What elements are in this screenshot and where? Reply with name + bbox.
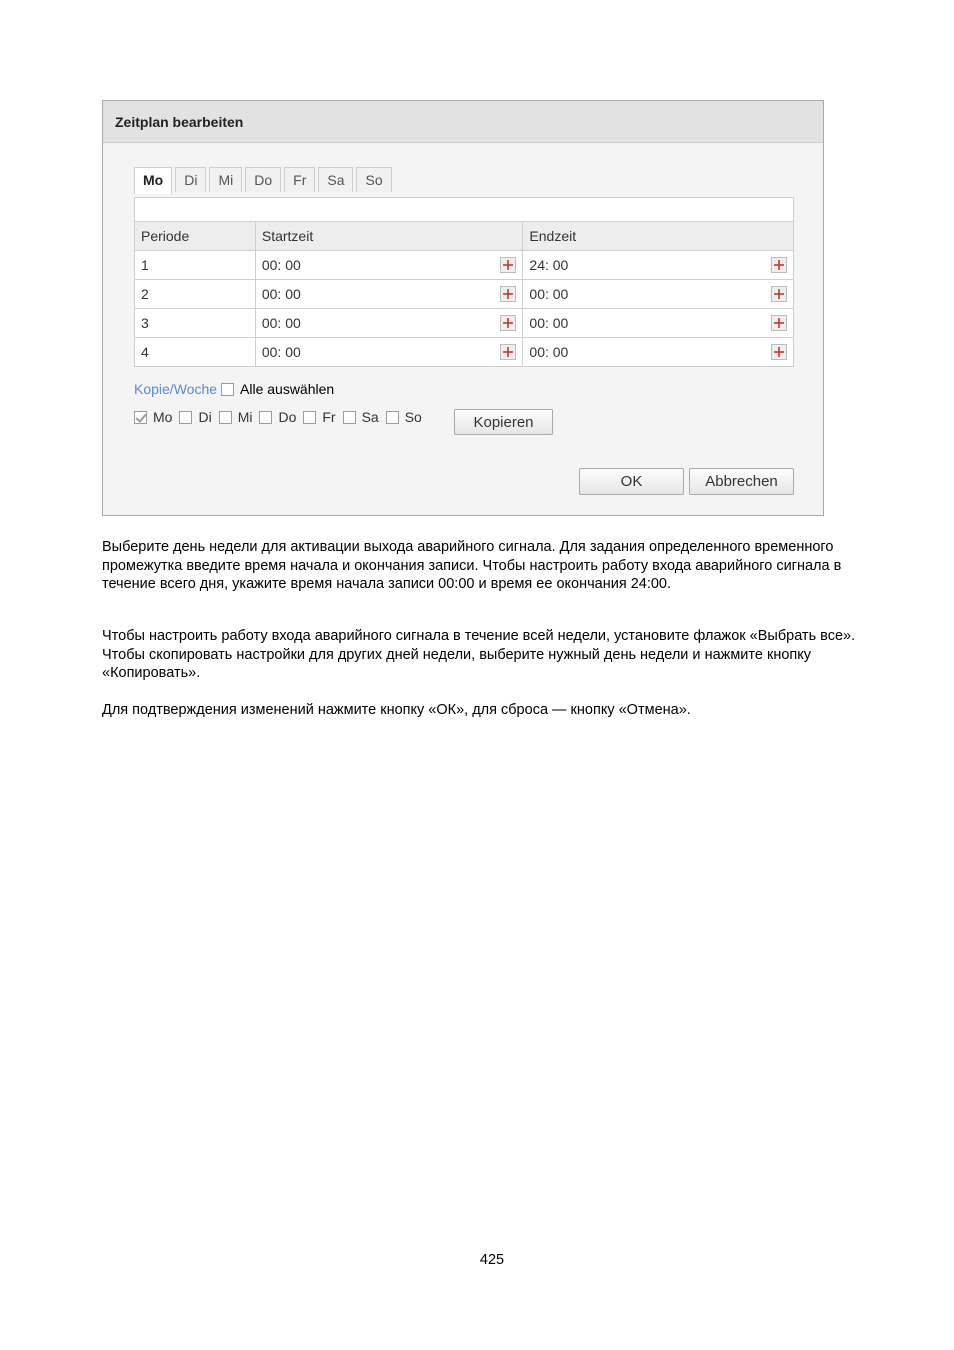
period-cell: 2 (135, 280, 256, 309)
copy-day-mo[interactable] (134, 409, 172, 425)
day-checkbox[interactable] (386, 411, 399, 424)
copy-button[interactable]: Kopieren (454, 409, 553, 435)
tab-panel-strip (134, 197, 794, 222)
copy-week-row (134, 381, 334, 397)
day-label: Fr (322, 409, 336, 425)
tab-mi[interactable]: Mi (209, 167, 242, 192)
tab-do[interactable]: Do (245, 167, 281, 192)
start-time-value[interactable]: 00: 00 (261, 286, 301, 302)
day-label: Mo (153, 409, 173, 425)
period-cell: 3 (135, 309, 256, 338)
copy-week-link[interactable]: Kopie/Woche (134, 381, 218, 397)
end-time-value[interactable]: 00: 00 (529, 286, 569, 302)
start-time-cell[interactable] (255, 309, 523, 338)
tab-mo[interactable]: Mo (134, 167, 172, 194)
end-time-cell[interactable] (523, 280, 794, 309)
end-time-value[interactable]: 24: 00 (529, 257, 569, 273)
clock-icon[interactable] (500, 257, 516, 273)
end-time-value[interactable]: 00: 00 (529, 315, 569, 331)
dialog-header (103, 101, 823, 143)
end-time-cell[interactable] (523, 251, 794, 280)
copy-day-fr[interactable] (303, 409, 335, 425)
paragraph-2: Чтобы настроить работу входа аварийного сигнала в течение всей недели, установите флажок «Выбрать все». Чтобы скопировать настройки для других дней недели, выберите нужный день недели и нажмите кнопку «Копировать». (102, 628, 856, 681)
day-tabs (134, 167, 395, 193)
copy-day-sa[interactable] (343, 409, 379, 425)
paragraph-1: Выберите день недели для активации выхода аварийного сигнала. Для задания определенного временного промежутка введите время начала и окончания записи. Чтобы настроить работу входа аварийного сигнала в течение всего дня, укажите время начала записи 00:00 и время ее окончания 24:00. (102, 539, 842, 592)
day-checkbox[interactable] (259, 411, 272, 424)
day-label: Mi (237, 409, 253, 425)
paragraph-3: Для подтверждения изменений нажмите кнопку «ОК», для сброса — кнопку «Отмена». (102, 702, 691, 718)
day-checkbox[interactable] (343, 411, 356, 424)
end-time-value[interactable]: 00: 00 (529, 344, 569, 360)
day-checkbox[interactable] (134, 411, 147, 424)
table-header-row (135, 222, 794, 251)
day-checkbox[interactable] (179, 411, 192, 424)
copy-day-so[interactable] (386, 409, 422, 425)
day-checkbox[interactable] (303, 411, 316, 424)
clock-icon[interactable] (771, 257, 787, 273)
copy-day-do[interactable] (259, 409, 296, 425)
period-cell: 4 (135, 338, 256, 367)
day-label: Do (278, 409, 297, 425)
end-time-cell[interactable] (523, 309, 794, 338)
tab-fr[interactable]: Fr (284, 167, 315, 192)
table-row (135, 309, 794, 338)
schedule-dialog (102, 100, 824, 516)
clock-icon[interactable] (771, 344, 787, 360)
clock-icon[interactable] (500, 344, 516, 360)
start-time-cell[interactable] (255, 338, 523, 367)
header-period: Periode (135, 222, 256, 251)
day-label: Di (198, 409, 212, 425)
copy-days-row (134, 409, 429, 425)
copy-day-di[interactable] (179, 409, 211, 425)
tab-sa[interactable]: Sa (318, 167, 353, 192)
select-all-label: Alle auswählen (240, 381, 335, 397)
header-start: Startzeit (255, 222, 523, 251)
start-time-value[interactable]: 00: 00 (261, 315, 301, 331)
day-label: Sa (361, 409, 379, 425)
period-cell: 1 (135, 251, 256, 280)
start-time-value[interactable]: 00: 00 (261, 344, 301, 360)
table-row (135, 251, 794, 280)
clock-icon[interactable] (771, 315, 787, 331)
table-row (135, 280, 794, 309)
tab-di[interactable]: Di (175, 167, 206, 192)
header-end: Endzeit (523, 222, 794, 251)
clock-icon[interactable] (500, 315, 516, 331)
table-row (135, 338, 794, 367)
cancel-button[interactable]: Abbrechen (689, 468, 794, 495)
copy-day-mi[interactable] (219, 409, 253, 425)
page-number: 425 (479, 1252, 505, 1268)
schedule-table (134, 221, 794, 367)
clock-icon[interactable] (500, 286, 516, 302)
ok-button[interactable]: OK (579, 468, 684, 495)
clock-icon[interactable] (771, 286, 787, 302)
day-checkbox[interactable] (219, 411, 232, 424)
dialog-title: Zeitplan bearbeiten (115, 114, 244, 130)
day-label: So (404, 409, 422, 425)
end-time-cell[interactable] (523, 338, 794, 367)
select-all-checkbox[interactable] (221, 383, 234, 396)
start-time-cell[interactable] (255, 251, 523, 280)
tab-so[interactable]: So (356, 167, 391, 192)
start-time-cell[interactable] (255, 280, 523, 309)
start-time-value[interactable]: 00: 00 (261, 257, 301, 273)
